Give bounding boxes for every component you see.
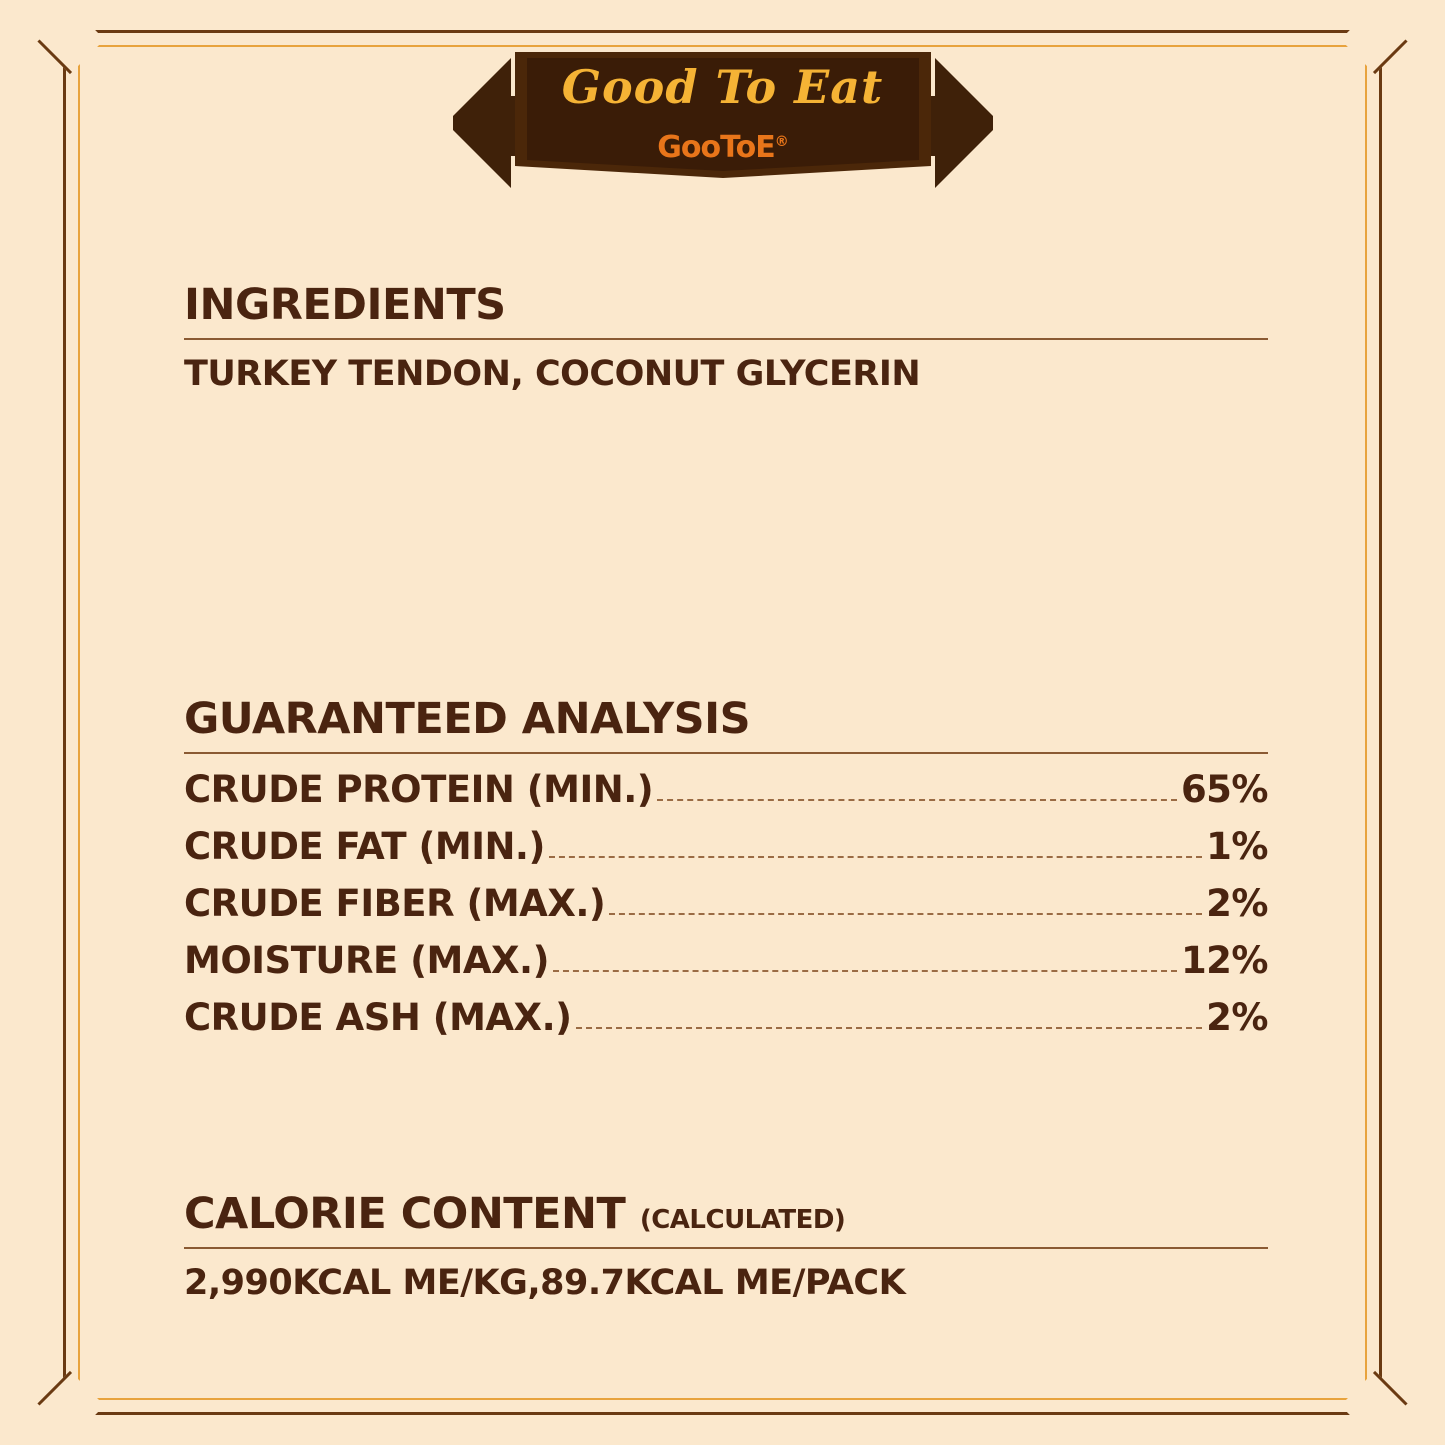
nutrient-value: 1% [1206, 825, 1268, 868]
calorie-content-heading-note: (CALCULATED) [639, 1205, 846, 1235]
ingredients-heading: INGREDIENTS [184, 280, 506, 330]
calorie-content-divider [184, 1247, 1268, 1249]
ingredients-text: TURKEY TENDON, COCONUT GLYCERIN [184, 354, 921, 394]
nutrient-name: CRUDE FIBER (MAX.) [184, 882, 606, 925]
brand-title: Good To Eat [561, 60, 884, 114]
guaranteed-analysis-heading: GUARANTEED ANALYSIS [184, 694, 751, 744]
table-row [184, 939, 1268, 982]
registered-icon: ® [774, 134, 788, 150]
calorie-content-heading [184, 1189, 845, 1241]
calorie-content-heading-text: CALORIE CONTENT [184, 1189, 626, 1239]
label-content [184, 280, 1268, 1303]
leader-dots [576, 1027, 1203, 1029]
nutrient-value: 2% [1206, 996, 1268, 1039]
nutrient-value: 2% [1206, 882, 1268, 925]
nutrient-name: CRUDE FAT (MIN.) [184, 825, 545, 868]
table-row [184, 882, 1268, 925]
nutrient-value: 12% [1180, 939, 1268, 982]
guaranteed-analysis-divider [184, 752, 1268, 754]
nutrient-name: CRUDE PROTEIN (MIN.) [184, 768, 654, 811]
leader-dots [549, 856, 1202, 858]
leader-dots [553, 970, 1177, 972]
table-row [184, 768, 1268, 811]
calorie-content-section [184, 1189, 1268, 1303]
nutrient-name: MOISTURE (MAX.) [184, 939, 549, 982]
calorie-content-text: 2,990KCAL ME/KG,89.7KCAL ME/PACK [184, 1263, 906, 1303]
brand-mark-text: GooToE [657, 130, 775, 165]
ingredients-section [184, 280, 1268, 394]
nutrient-value: 65% [1180, 768, 1268, 811]
ingredients-divider [184, 338, 1268, 340]
guaranteed-analysis-section [184, 694, 1268, 1039]
brand-banner [0, 38, 1445, 198]
brand-mark [453, 130, 993, 165]
leader-dots [657, 799, 1177, 801]
table-row [184, 825, 1268, 868]
table-row [184, 996, 1268, 1039]
leader-dots [609, 913, 1202, 915]
nutrient-name: CRUDE ASH (MAX.) [184, 996, 572, 1039]
